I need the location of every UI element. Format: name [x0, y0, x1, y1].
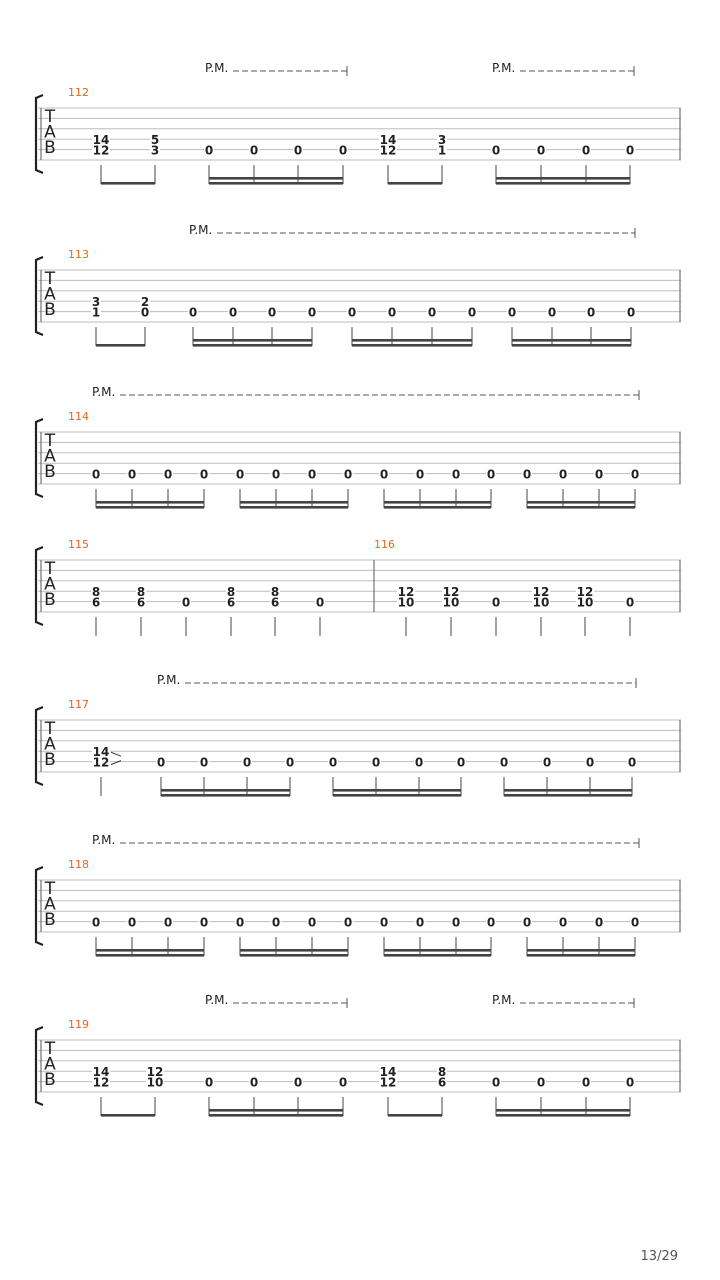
fret-number: 0 — [163, 467, 173, 482]
fret-number: 6 — [270, 595, 280, 610]
tab-clef-letter: A — [44, 122, 56, 143]
fret-number: 8 — [270, 585, 280, 600]
fret-number: 10 — [442, 595, 460, 610]
fret-number: 0 — [285, 755, 295, 770]
tab-clef-letter: A — [44, 734, 56, 755]
fret-number: 8 — [226, 585, 236, 600]
note-beam — [496, 182, 630, 185]
fret-number: 14 — [92, 745, 110, 760]
note-beam — [527, 501, 635, 504]
tab-clef-letter: A — [44, 574, 56, 595]
system-bracket — [36, 1027, 43, 1105]
fret-number: 0 — [547, 305, 557, 320]
fret-number: 0 — [188, 305, 198, 320]
fret-number: 0 — [347, 305, 357, 320]
note-beam — [209, 182, 343, 185]
tab-clef-letter: A — [44, 894, 56, 915]
tab-clef-letter: B — [44, 750, 56, 770]
tab-system — [36, 390, 681, 509]
fret-number: 0 — [140, 305, 150, 320]
fret-number: 12 — [532, 585, 550, 600]
fret-number: 10 — [532, 595, 550, 610]
note-beam — [527, 954, 635, 957]
note-beam — [96, 954, 204, 957]
fret-number: 6 — [91, 595, 101, 610]
fret-number: 0 — [199, 755, 209, 770]
fret-number: 2 — [140, 295, 150, 310]
fret-number: 0 — [486, 467, 496, 482]
fret-number: 12 — [379, 143, 397, 158]
fret-number: 0 — [542, 755, 552, 770]
note-beam — [388, 182, 442, 185]
fret-number: 12 — [379, 1075, 397, 1090]
fret-number: 0 — [630, 467, 640, 482]
fret-number: 0 — [242, 755, 252, 770]
fret-number: 12 — [92, 755, 110, 770]
fret-number: 0 — [625, 1075, 635, 1090]
fret-number: 12 — [146, 1065, 164, 1080]
measure-number: 115 — [68, 538, 89, 551]
fret-number: 0 — [499, 755, 509, 770]
fret-number: 6 — [136, 595, 146, 610]
palm-mute-label: P.M. — [189, 223, 213, 237]
fret-number: 0 — [271, 915, 281, 930]
tab-clef-letter: B — [44, 462, 56, 482]
fret-number: 0 — [414, 755, 424, 770]
note-beam — [333, 789, 461, 792]
fret-number: 0 — [343, 467, 353, 482]
tab-clef-letter: B — [44, 138, 56, 158]
fret-number: 0 — [338, 143, 348, 158]
fret-number: 0 — [594, 915, 604, 930]
fret-number: 0 — [235, 467, 245, 482]
fret-number: 0 — [127, 467, 137, 482]
note-beam — [512, 344, 631, 347]
palm-mute-label: P.M. — [92, 385, 116, 399]
slide-mark — [111, 752, 121, 756]
fret-number: 0 — [235, 915, 245, 930]
note-beam — [193, 344, 312, 347]
note-beam — [384, 949, 491, 952]
fret-number: 0 — [228, 305, 238, 320]
palm-mute-label: P.M. — [92, 833, 116, 847]
tab-clef-letter: A — [44, 446, 56, 467]
fret-number: 0 — [456, 755, 466, 770]
note-beam — [496, 1114, 630, 1117]
fret-number: 0 — [315, 595, 325, 610]
fret-number: 0 — [293, 143, 303, 158]
note-beam — [209, 1114, 343, 1117]
tab-system — [36, 998, 681, 1117]
tab-clef-letter: A — [44, 1054, 56, 1075]
note-beam — [96, 501, 204, 504]
fret-number: 0 — [199, 915, 209, 930]
fret-number: 0 — [451, 467, 461, 482]
note-beam — [240, 501, 348, 504]
system-bracket — [36, 95, 43, 173]
fret-number: 14 — [379, 133, 397, 148]
fret-number: 0 — [156, 755, 166, 770]
fret-number: 14 — [92, 1065, 110, 1080]
note-beam — [209, 1109, 343, 1112]
fret-number: 8 — [136, 585, 146, 600]
fret-number: 0 — [163, 915, 173, 930]
tab-clef-letter: T — [44, 559, 56, 579]
fret-number: 0 — [181, 595, 191, 610]
tab-clef-letter: T — [44, 269, 56, 289]
fret-number: 0 — [491, 143, 501, 158]
fret-number: 0 — [249, 1075, 259, 1090]
note-beam — [527, 949, 635, 952]
fret-number: 0 — [379, 467, 389, 482]
fret-number: 0 — [536, 143, 546, 158]
fret-number: 0 — [379, 915, 389, 930]
fret-number: 0 — [307, 305, 317, 320]
fret-number: 6 — [226, 595, 236, 610]
tab-system — [36, 838, 681, 957]
fret-number: 0 — [293, 1075, 303, 1090]
fret-number: 3 — [437, 133, 447, 148]
fret-number: 0 — [249, 143, 259, 158]
fret-number: 0 — [585, 755, 595, 770]
fret-number: 0 — [594, 467, 604, 482]
note-beam — [388, 1114, 442, 1117]
fret-number: 10 — [146, 1075, 164, 1090]
page-number: 13/29 — [640, 1249, 678, 1264]
note-beam — [240, 949, 348, 952]
fret-number: 0 — [581, 1075, 591, 1090]
note-beam — [384, 506, 491, 509]
fret-number: 0 — [586, 305, 596, 320]
tab-clef-letter: T — [44, 879, 56, 899]
fret-number: 10 — [576, 595, 594, 610]
tab-clef-letter: T — [44, 107, 56, 127]
note-beam — [101, 182, 155, 185]
note-beam — [96, 949, 204, 952]
note-beam — [352, 344, 472, 347]
fret-number: 0 — [486, 915, 496, 930]
fret-number: 0 — [343, 915, 353, 930]
system-bracket — [36, 419, 43, 497]
note-beam — [209, 177, 343, 180]
fret-number: 0 — [626, 305, 636, 320]
fret-number: 0 — [307, 915, 317, 930]
fret-number: 0 — [204, 143, 214, 158]
palm-mute-label: P.M. — [157, 673, 181, 687]
note-beam — [193, 339, 312, 342]
fret-number: 5 — [150, 133, 160, 148]
fret-number: 0 — [267, 305, 277, 320]
fret-number: 12 — [442, 585, 460, 600]
note-beam — [384, 501, 491, 504]
fret-number: 0 — [307, 467, 317, 482]
fret-number: 0 — [627, 755, 637, 770]
fret-number: 0 — [491, 595, 501, 610]
note-beam — [384, 954, 491, 957]
fret-number: 0 — [91, 915, 101, 930]
note-beam — [512, 339, 631, 342]
tab-clef-letter: A — [44, 284, 56, 305]
measure-number: 113 — [68, 248, 89, 261]
fret-number: 6 — [437, 1075, 447, 1090]
fret-number: 12 — [92, 143, 110, 158]
note-beam — [496, 1109, 630, 1112]
system-bracket — [36, 257, 43, 335]
note-beam — [496, 177, 630, 180]
note-beam — [240, 506, 348, 509]
measure-number: 112 — [68, 86, 89, 99]
tab-clef-letter: T — [44, 719, 56, 739]
fret-number: 0 — [371, 755, 381, 770]
note-beam — [161, 789, 290, 792]
system-bracket — [36, 547, 43, 625]
fret-number: 0 — [127, 915, 137, 930]
palm-mute-label: P.M. — [205, 61, 229, 75]
fret-number: 0 — [536, 1075, 546, 1090]
fret-number: 12 — [576, 585, 594, 600]
fret-number: 12 — [92, 1075, 110, 1090]
fret-number: 0 — [467, 305, 477, 320]
fret-number: 0 — [415, 915, 425, 930]
note-beam — [352, 339, 472, 342]
note-beam — [527, 506, 635, 509]
fret-number: 1 — [437, 143, 447, 158]
tab-clef-letter: B — [44, 300, 56, 320]
measure-number: 114 — [68, 410, 89, 423]
tab-system — [36, 678, 681, 797]
fret-number: 0 — [451, 915, 461, 930]
fret-number: 0 — [328, 755, 338, 770]
tab-clef-letter: T — [44, 1039, 56, 1059]
fret-number: 0 — [522, 467, 532, 482]
fret-number: 0 — [271, 467, 281, 482]
note-beam — [101, 1114, 155, 1117]
tab-system — [36, 228, 681, 347]
measure-number: 117 — [68, 698, 89, 711]
fret-number: 14 — [92, 133, 110, 148]
system-bracket — [36, 707, 43, 785]
fret-number: 1 — [91, 305, 101, 320]
tab-clef-letter: B — [44, 910, 56, 930]
note-beam — [333, 794, 461, 797]
palm-mute-label: P.M. — [205, 993, 229, 1007]
note-beam — [240, 954, 348, 957]
fret-number: 0 — [625, 143, 635, 158]
fret-number: 0 — [338, 1075, 348, 1090]
fret-number: 0 — [199, 467, 209, 482]
note-beam — [96, 506, 204, 509]
fret-number: 0 — [91, 467, 101, 482]
fret-number: 3 — [91, 295, 101, 310]
note-beam — [504, 794, 632, 797]
fret-number: 0 — [522, 915, 532, 930]
fret-number: 0 — [387, 305, 397, 320]
tab-system — [36, 66, 681, 185]
fret-number: 0 — [558, 467, 568, 482]
fret-number: 0 — [204, 1075, 214, 1090]
system-bracket — [36, 867, 43, 945]
fret-number: 0 — [558, 915, 568, 930]
fret-number: 0 — [491, 1075, 501, 1090]
measure-number: 116 — [374, 538, 395, 551]
palm-mute-label: P.M. — [492, 993, 516, 1007]
fret-number: 8 — [437, 1065, 447, 1080]
palm-mute-label: P.M. — [492, 61, 516, 75]
fret-number: 0 — [507, 305, 517, 320]
fret-number: 14 — [379, 1065, 397, 1080]
fret-number: 3 — [150, 143, 160, 158]
fret-number: 0 — [581, 143, 591, 158]
note-beam — [504, 789, 632, 792]
note-beam — [96, 344, 145, 347]
tab-clef-letter: B — [44, 590, 56, 610]
tab-clef-letter: B — [44, 1070, 56, 1090]
fret-number: 0 — [415, 467, 425, 482]
fret-number: 10 — [397, 595, 415, 610]
fret-number: 12 — [397, 585, 415, 600]
fret-number: 0 — [630, 915, 640, 930]
measure-number: 118 — [68, 858, 89, 871]
fret-number: 8 — [91, 585, 101, 600]
fret-number: 0 — [427, 305, 437, 320]
measure-number: 119 — [68, 1018, 89, 1031]
note-beam — [161, 794, 290, 797]
fret-number: 0 — [625, 595, 635, 610]
tab-clef-letter: T — [44, 431, 56, 451]
